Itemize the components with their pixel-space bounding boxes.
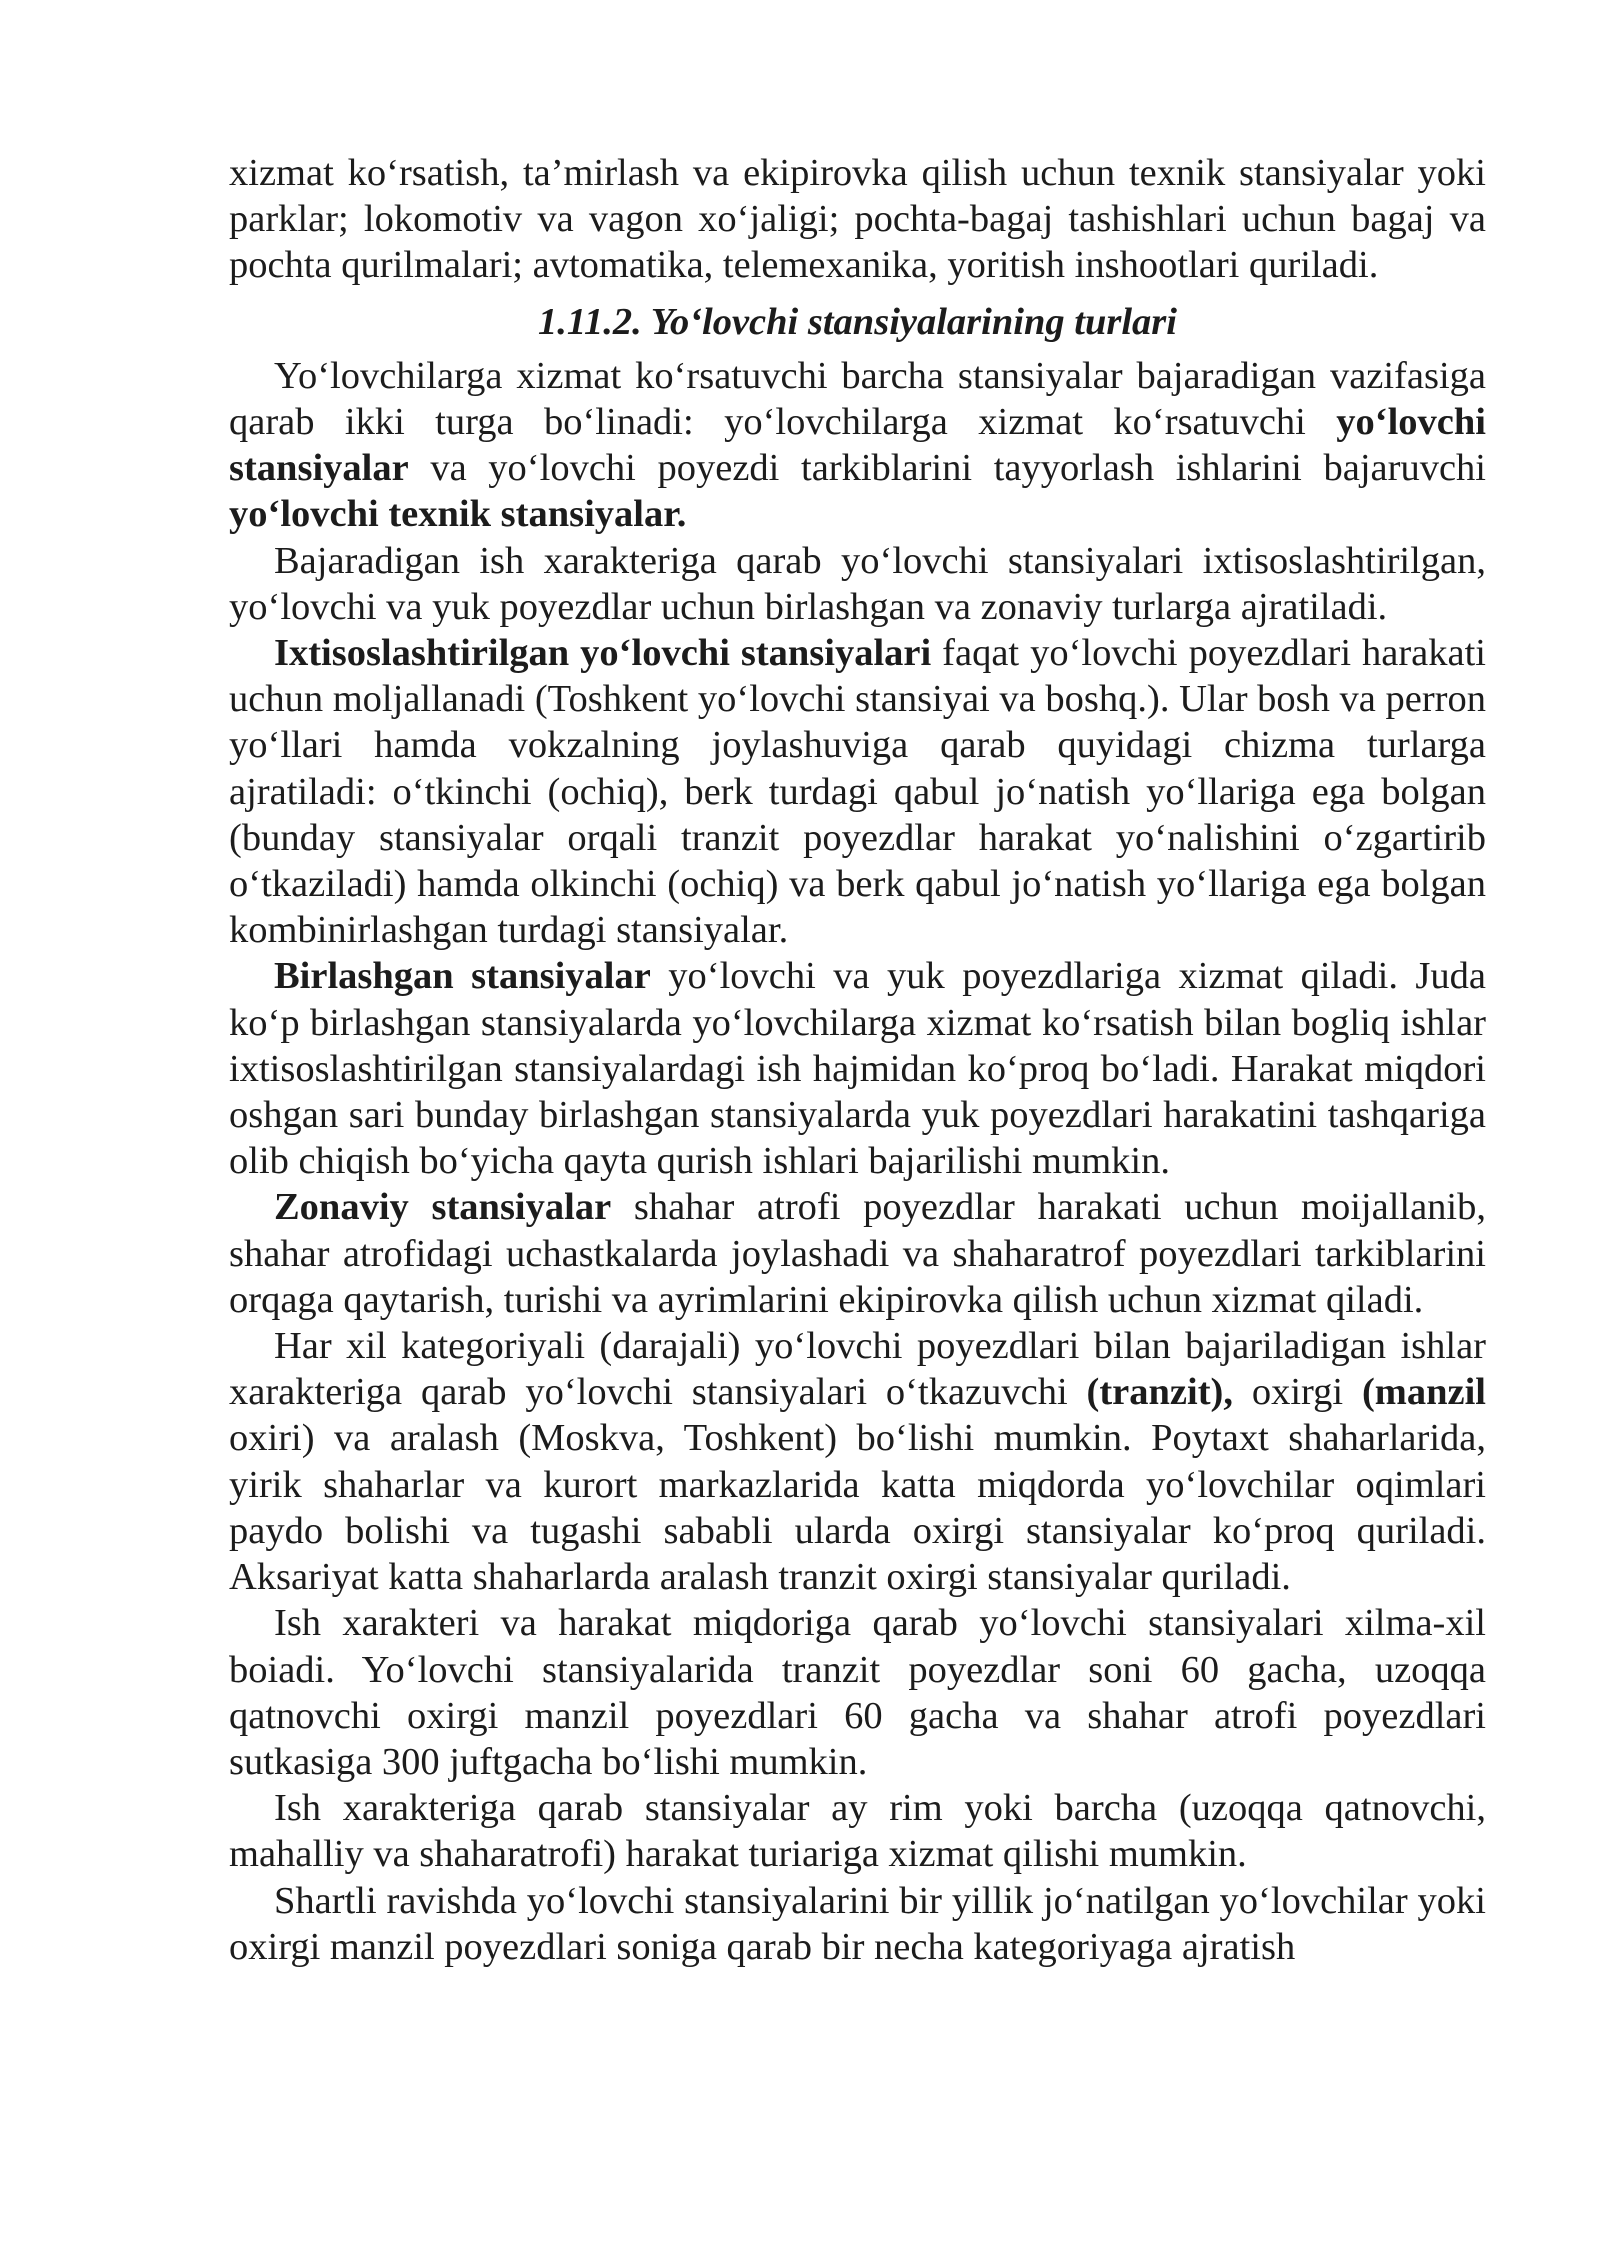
body-paragraph [229,538,1486,630]
text-run: faqat yo‘lovchi poyezdlari harakati uchun moljallanadi (Toshkent yo‘lovchi stansiyai va boshq.). Ular bosh va perron yo‘llari hamda vokzalning joylashuviga qarab quyidagi chizma turlarga ajratiladi: o‘tkinchi (ochiq), berk turdagi qabul jo‘natish yo‘llariga ega bolgan (bunday stansiyalar orqali tranzit poyezdlar harakat yo‘nalishini o‘zgartirib o‘tkaziladi) hamda olkinchi (ochiq) va berk qabul jo‘natish yo‘llariga ega bolgan kombinirlashgan turdagi stansiyalar. [229,632,1486,952]
text-run: shahar atrofi poyezdlar harakati uchun moijallanib, shahar atrofidagi uchastkalarda joylashadi va shaharatrof poyezdlari tarkiblarini orqaga qaytarish, turishi va ayrimlarini ekipirovka qilish uchun xizmat qiladi. [229,1186,1487,1321]
bold-term: Ixtisoslashtirilgan yo‘lovchi stansiyalari [274,632,932,675]
document-page [229,150,1486,1970]
text-run: Har xil kategoriyali (darajali) yo‘lovchi poyezdlari bilan bajariladigan ishlar xarakteriga qarab yo‘lovchi stansiyalari o‘tkazuvchi [229,1325,1486,1414]
text-run: Ish xarakteri va harakat miqdoriga qarab yo‘lovchi stansiyalari xilma-xil boiadi. Yo‘lovchi stansiyalarida tranzit poyezdlar soni 60 gacha, uzoqqa qatnovchi oxirgi manzil poyezdlari 60 gacha va shahar atrofi poyezdlari sutkasiga 300 juftgacha bo‘lishi mumkin. [229,1602,1486,1783]
section-heading [229,299,1486,345]
bold-term: Birlashgan stansiyalar [274,955,651,998]
bold-term: (tranzit), [1086,1371,1233,1414]
text-run: oxirgi [1232,1371,1362,1414]
bold-term: (manzil [1361,1371,1486,1414]
body-paragraph [229,1600,1486,1785]
body-paragraph [229,1323,1486,1600]
text-run: Ish xarakteriga qarab stansiyalar ay rim yoki barcha (uzoqqa qatnovchi, mahalliy va shaharatrofi) harakat turiariga xizmat qilishi mumkin. [229,1787,1486,1876]
bold-term: Zonaviy stansiyalar [274,1186,612,1229]
bold-term: 1.11.2. Yo‘lovchi stansiyalarining turlari [538,300,1177,343]
text-run: yo‘lovchi va yuk poyezdlariga xizmat qiladi. Juda ko‘p birlashgan stansiyalarda yo‘lovchilarga xizmat ko‘rsatish bilan bogliq ishlar ixtisoslashtirilgan stansiyalardagi ish hajmidan ko‘proq bo‘ladi. Harakat miqdori oshgan sari bunday birlashgan stansiyalarda yuk poyezdlari harakatini tashqariga olib chiqish bo‘yicha qayta qurish ishlari bajarilishi mumkin. [229,955,1486,1183]
body-paragraph [229,1878,1486,1970]
text-run: xizmat ko‘rsatish, ta’mirlash va ekipirovka qilish uchun texnik stansiyalar yoki parklar; lokomotiv va vagon xo‘jaligi; pochta-bagaj tashishlari uchun bagaj va pochta qurilmalari; avtomatika, telemexanika, yoritish inshootlari quriladi. [229,152,1486,287]
text-run: Shartli ravishda yo‘lovchi stansiyalarini bir yillik jo‘natilgan yo‘lovchilar yoki oxirgi manzil poyezdlari soniga qarab bir necha kategoriyaga ajratish [229,1879,1486,1968]
body-paragraph [229,150,1486,289]
bold-term: yo‘lovchi stansiyalar [229,401,1486,490]
body-paragraph [229,630,1486,953]
body-paragraph [229,953,1486,1184]
bold-term: yo‘lovchi texnik stansiyalar. [229,493,687,536]
text-run: Yo‘lovchilarga xizmat ko‘rsatuvchi barcha stansiyalar bajaradigan vazifasiga qarab ikki turga bo‘linadi: yo‘lovchilarga xizmat ko‘rsatuvchi [229,354,1486,444]
body-paragraph [229,1785,1486,1877]
body-paragraph [229,1184,1486,1323]
text-run: oxiri) va aralash (Moskva, Toshkent) bo‘lishi mumkin. Poytaxt shaharlarida, yirik shaharlar va kurort markazlarida katta miqdorda yo‘lovchilar oqimlari paydo bolishi va tugashi sababli ularda oxirgi stansiyalar ko‘proq quriladi. Aksariyat katta shaharlarda aralash tranzit oxirgi stansiyalar quriladi. [229,1417,1486,1599]
body-paragraph [229,353,1486,538]
text-run: va yo‘lovchi poyezdi tarkiblarini tayyorlash ishlarini bajaruvchi [408,447,1486,490]
text-run: Bajaradigan ish xarakteriga qarab yo‘lovchi stansiyalari ixtisoslashtirilgan, yo‘lovchi va yuk poyezdlar uchun birlashgan va zonaviy turlarga ajratiladi. [229,539,1486,628]
